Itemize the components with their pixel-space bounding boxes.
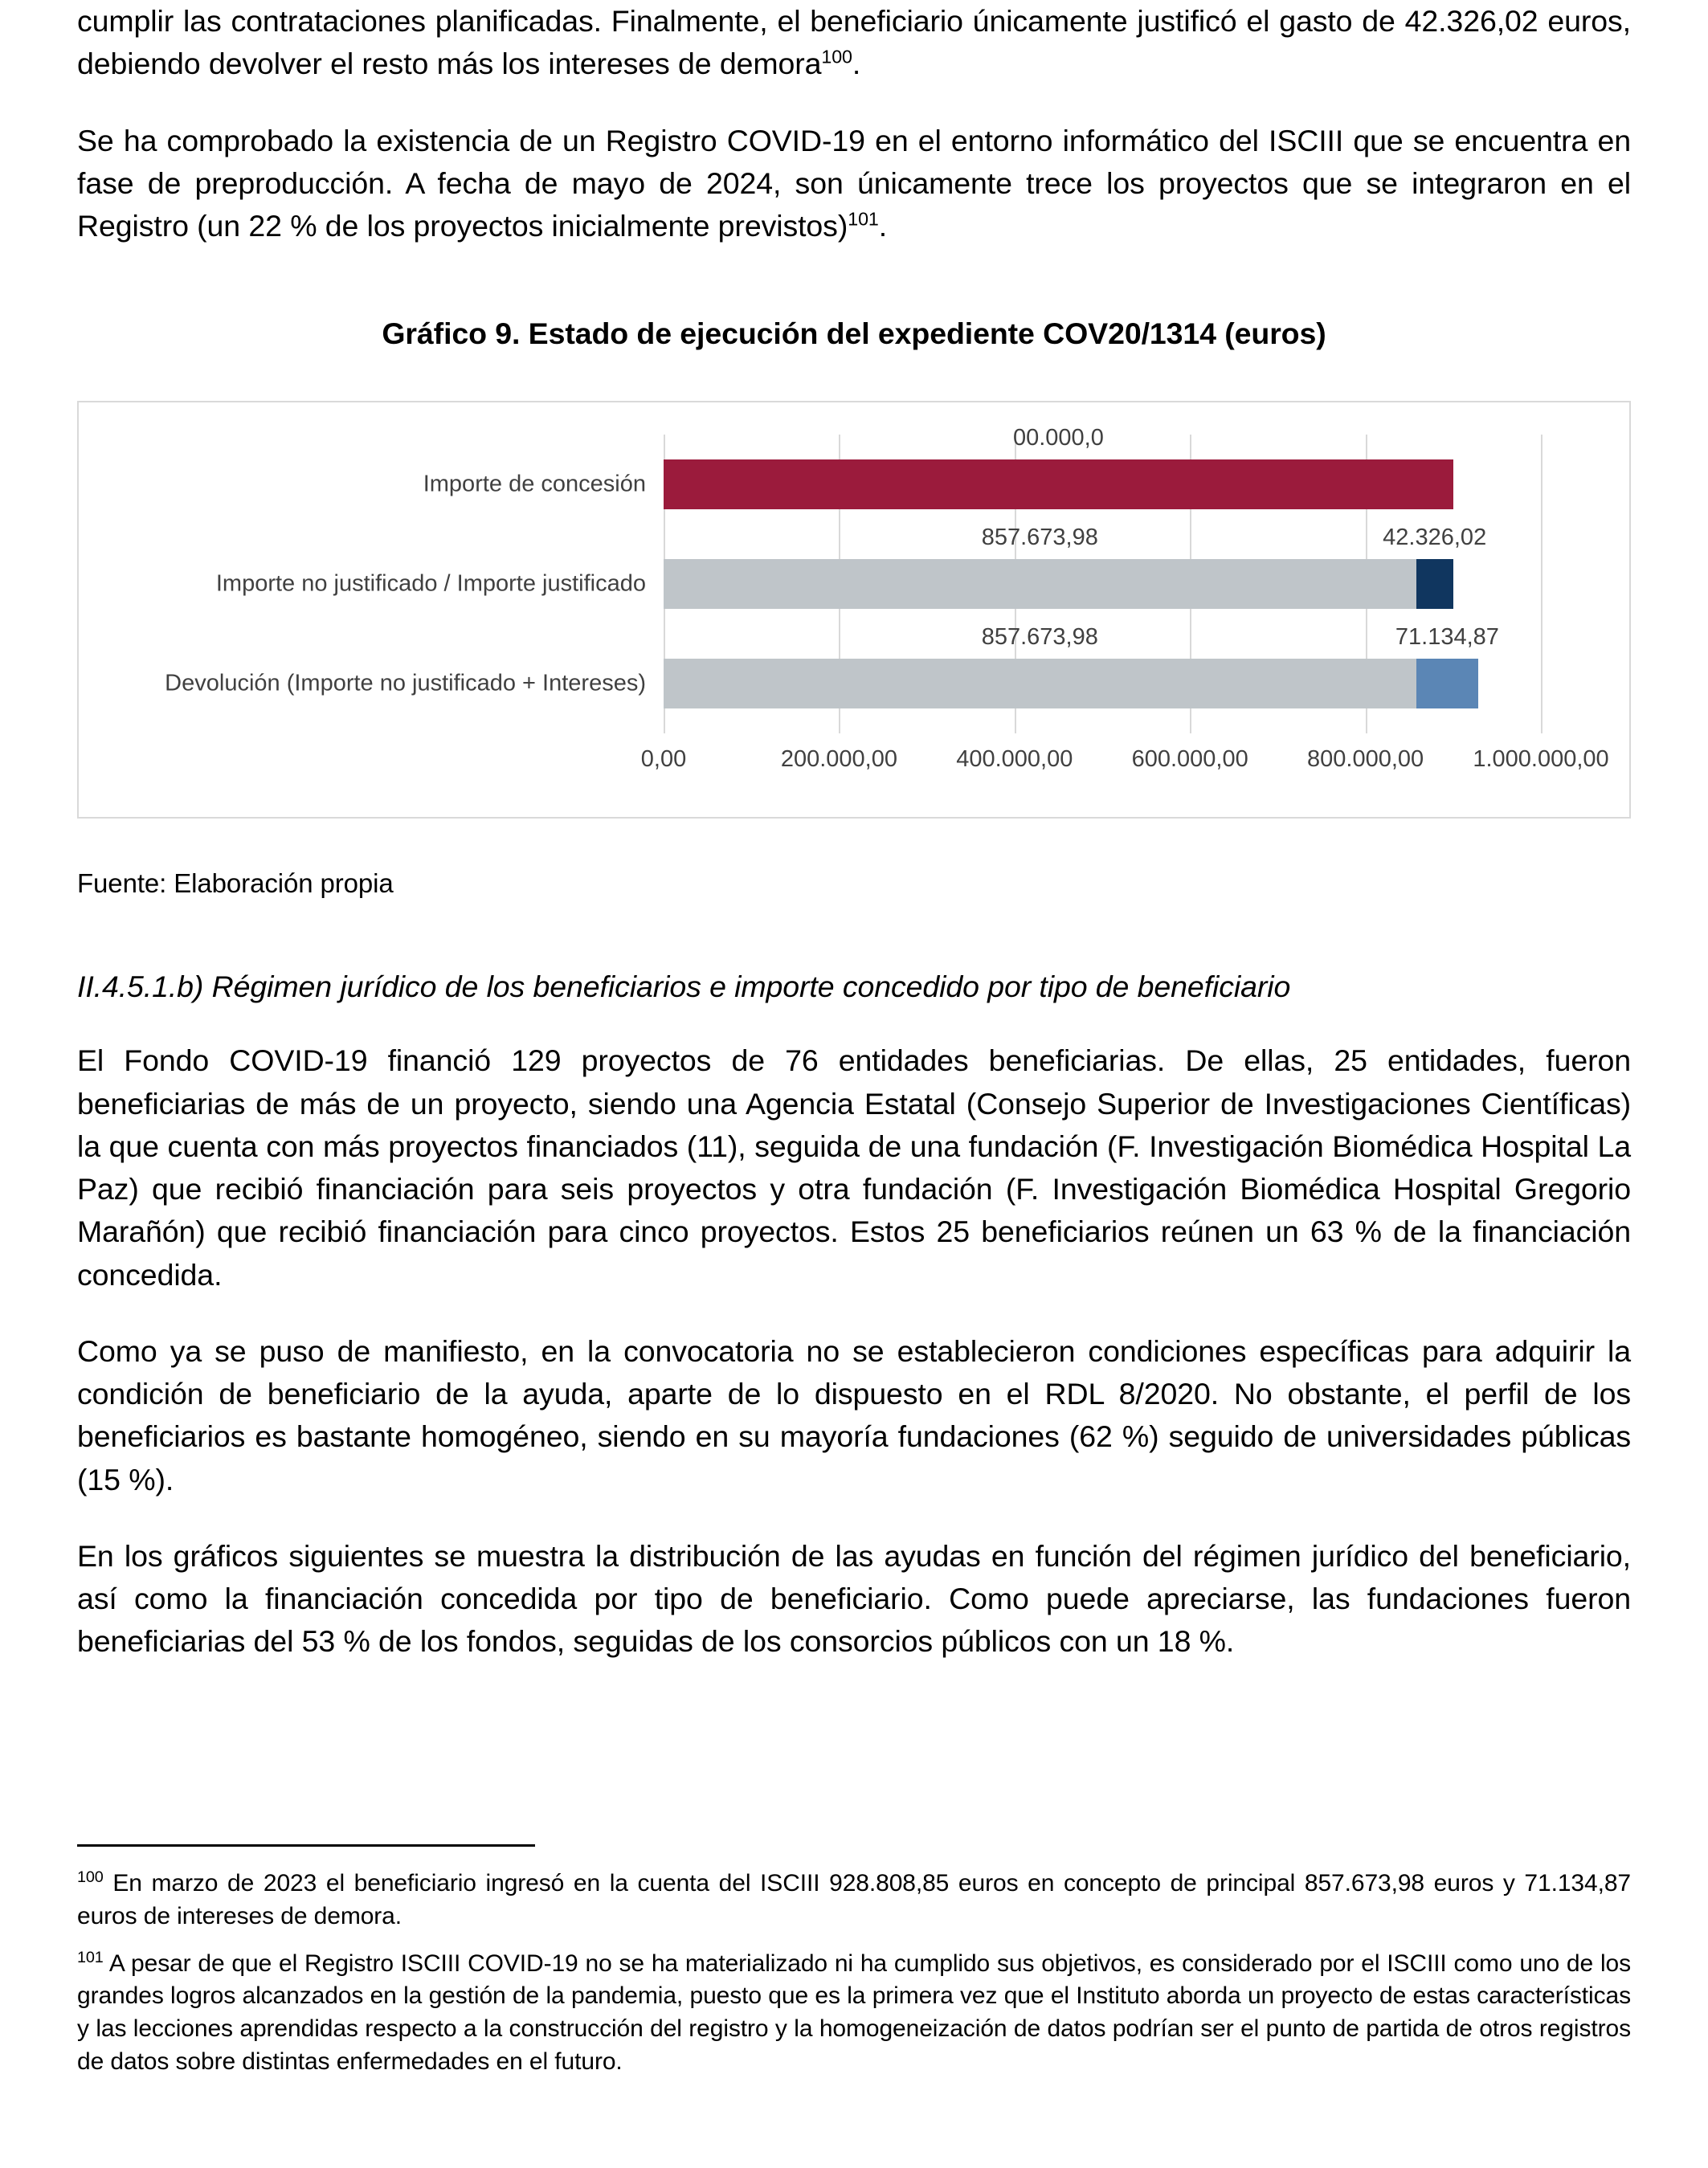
footnote-ref-100[interactable]: 100	[821, 46, 852, 67]
spacer	[77, 351, 1631, 401]
chart-container	[77, 401, 1631, 819]
chart-bar-row	[664, 659, 1541, 708]
chart-category-label: Importe de concesión	[423, 471, 646, 497]
footnote-100-mark: 100	[77, 1868, 104, 1886]
footnotes-section	[77, 1844, 1631, 2079]
chart-xtick-label: 200.000,00	[780, 746, 897, 773]
chart-bar-row	[664, 459, 1541, 509]
paragraph-1	[77, 0, 1631, 86]
chart-category-axis	[79, 402, 664, 817]
spacer	[77, 899, 1631, 949]
source-note: Fuente: Elaboración propia	[77, 868, 394, 899]
chart-data-label: 42.326,02	[1383, 525, 1487, 551]
chart-data-label: 857.673,98	[981, 624, 1098, 651]
chart-data-label: 857.673,98	[981, 525, 1098, 551]
chart-category-label: Importe no justificado / Importe justificado	[215, 570, 646, 597]
spacer	[77, 949, 1631, 970]
chart-bar-segment	[664, 659, 1416, 708]
chart-bar-segment	[1416, 559, 1453, 609]
footnote-ref-101[interactable]: 101	[848, 208, 879, 230]
spacer	[77, 281, 1631, 316]
chart-xtick-label: 1.000.000,00	[1473, 746, 1609, 773]
spacer	[77, 1004, 1631, 1039]
section-heading: II.4.5.1.b) Régimen jurídico de los beneficiarios e importe concedido por tipo de beneficiario	[77, 970, 1291, 1004]
footnote-separator	[77, 1844, 535, 1847]
chart-category-label: Devolución (Importe no justificado + Intereses)	[165, 670, 646, 696]
chart-bar-segment	[664, 559, 1416, 609]
chart-data-label: 71.134,87	[1395, 624, 1499, 651]
chart-grid-region	[640, 425, 1609, 780]
chart-title: Gráfico 9. Estado de ejecución del expediente COV20/1314 (euros)	[382, 316, 1326, 351]
chart-bar-segment	[1416, 659, 1479, 708]
footnote-100-text: En marzo de 2023 el beneficiario ingresó en la cuenta del ISCIII 928.808,85 euros en concepto de principal 857.673,98 euros y 71.134,87 euros de intereses de demora.	[77, 1870, 1631, 1929]
chart-data-label: 00.000,0	[1012, 425, 1104, 451]
chart-bar-segment	[664, 459, 1453, 509]
paragraph-5: En los gráficos siguientes se muestra la distribución de las ayudas en función del régimen jurídico del beneficiario, así como la financiación concedida por tipo de beneficiario. Como puede apreciarse, las fundaciones fueron beneficiarias del 53 % de los fondos, seguidas de los consorcios públicos con un 18 %.	[77, 1538, 1631, 1659]
chart-plot-area	[79, 402, 1629, 817]
chart-gridline	[1541, 435, 1543, 733]
chart-xtick-label: 600.000,00	[1131, 746, 1248, 773]
footnote-101	[77, 1948, 1631, 2079]
chart-bar-row	[664, 559, 1541, 609]
chart-xtick-label: 400.000,00	[956, 746, 1073, 773]
paragraph-2	[77, 120, 1631, 248]
chart-xtick-label: 0,00	[640, 746, 687, 773]
chart-xtick-label: 800.000,00	[1307, 746, 1424, 773]
footnote-100	[77, 1868, 1631, 1933]
paragraph-1-trailing: .	[852, 47, 861, 81]
paragraph-2-trailing: .	[878, 209, 888, 243]
spacer	[77, 819, 1631, 868]
paragraph-2-text: Se ha comprobado la existencia de un Registro COVID-19 en el entorno informático del ISCIII que se encuentra en fase de preproducción. A fecha de mayo de 2024, son únicamente trece los proyectos que se integraron en el Registro (un 22 % de los proyectos inicialmente previstos)	[77, 123, 1631, 243]
paragraph-1-text: cumplir las contrataciones planificadas. Finalmente, el beneficiario únicamente justificó el gasto de 42.326,02 euros, debiendo devolver el resto más los intereses de demora	[77, 4, 1631, 81]
footnote-101-mark: 101	[77, 1948, 104, 1966]
paragraph-3: El Fondo COVID-19 financió 129 proyectos de 76 entidades beneficiarias. De ellas, 25 entidades, fueron beneficiarias de más de un proyecto, siendo una Agencia Estatal (Consejo Superior de Investigaciones Científicas) la que cuenta con más proyectos financiados (11), seguida de una fundación (F. Investigación Biomédica Hospital La Paz) que recibió financiación para seis proyectos y otra fundación (F. Investigación Biomédica Hospital Gregorio Marañón) que recibió financiación para cinco proyectos. Estos 25 beneficiarios reúnen un 63 % de la financiación concedida.	[77, 1043, 1631, 1292]
paragraph-4: Como ya se puso de manifiesto, en la convocatoria no se establecieron condiciones específicas para adquirir la condición de beneficiario de la ayuda, aparte de lo dispuesto en el RDL 8/2020. No obstante, el perfil de los beneficiarios es bastante homogéneo, siendo en su mayoría fundaciones (62 %) seguido de universidades públicas (15 %).	[77, 1333, 1631, 1496]
footnote-101-text: A pesar de que el Registro ISCIII COVID-19 no se ha materializado ni ha cumplido sus objetivos, es considerado por el ISCIII como uno de los grandes logros alcanzados en la gestión de la pandemia, puesto que es la primera vez que el Instituto aborda un proyecto de estas características y las lecciones aprendidas respecto a la construcción del registro y la homogeneización de datos podrían ser el punto de partida de otros registros de datos sobre distintas enfermedades en el futuro.	[77, 1950, 1631, 2075]
